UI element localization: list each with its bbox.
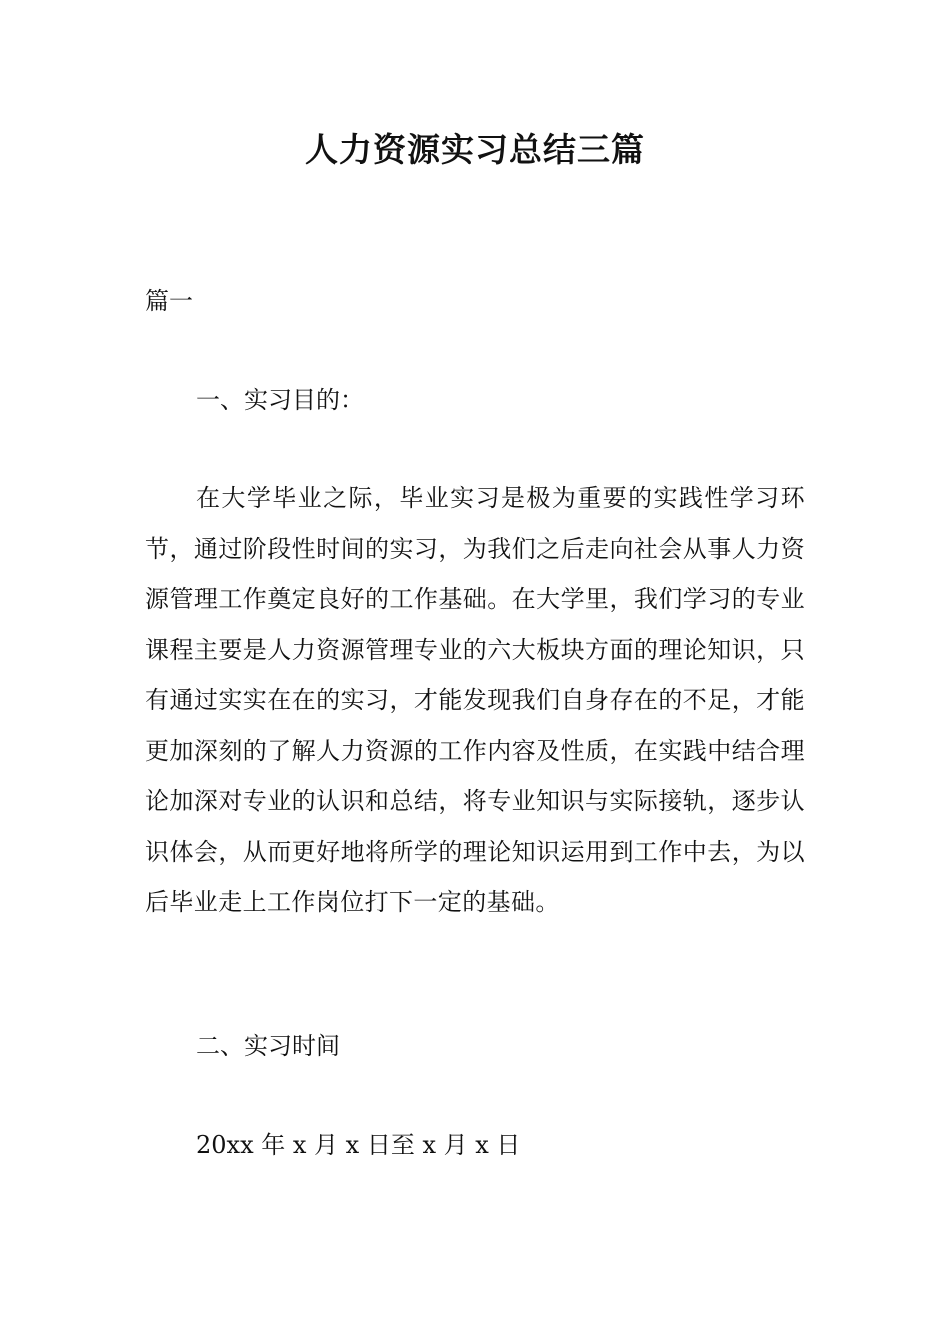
document-title: 人力资源实习总结三篇 [305, 130, 645, 169]
section-heading-time: 二、实习时间 [196, 1032, 340, 1060]
section-heading-purpose: 一、实习目的： [196, 386, 364, 414]
internship-dates: 20xx 年 x 月 x 日至 x 月 x 日 [196, 1131, 521, 1159]
section-paragraph-purpose: 在大学毕业之际，毕业实习是极为重要的实践性学习环节，通过阶段性时间的实习，为我们之后走向社会从事人力资源管理工作奠定良好的工作基础。在大学里，我们学习的专业课程主要是人力资源管理专业的六大板块方面的理论知识，只有通过实实在在的实习，才能发现我们自身存在的不足，才能更加深刻的了解人力资源的工作内容及性质，在实践中结合理论加深对专业的认识和总结，将专业知识与实际接轨，逐步认识体会，从而更好地将所学的理论知识运用到工作中去，为以后毕业走上工作岗位打下一定的基础。 [145, 484, 805, 916]
part-label: 篇一 [145, 287, 193, 315]
